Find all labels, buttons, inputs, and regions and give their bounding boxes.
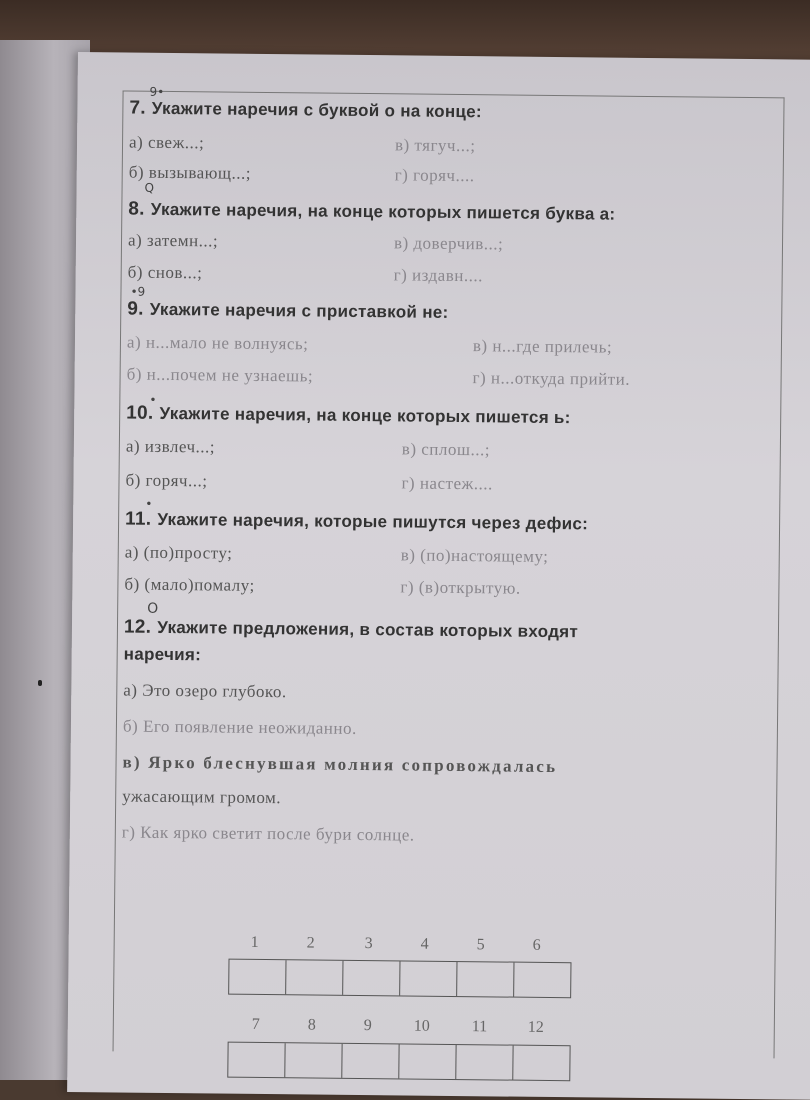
answer-cell[interactable]: [343, 961, 400, 996]
option-b: б) горяч...;: [125, 470, 208, 491]
question-10: [126, 403, 571, 430]
option-b: б) снов...;: [127, 262, 203, 283]
option-g: г) издавн....: [393, 265, 483, 286]
grid-number: 12: [527, 1018, 544, 1036]
answer-cell[interactable]: [513, 1046, 569, 1081]
question-number: 9.: [127, 298, 144, 320]
option-b: б) Его появление неожиданно.: [122, 716, 357, 738]
workbook-page: [67, 52, 810, 1100]
option-v: в) тягуч...;: [394, 135, 476, 156]
question-number: 10.: [126, 402, 154, 424]
option-a: а) свеж...;: [128, 132, 205, 153]
question-text: Укажите наречия с буквой о на конце:: [151, 98, 483, 122]
grid-number: 11: [471, 1018, 488, 1036]
option-b: б) вызывающ...;: [128, 162, 252, 183]
question-9: [127, 299, 448, 324]
grid-number: 9: [363, 1017, 372, 1035]
option-g: г) Как ярко светит после бури солнце.: [121, 822, 415, 845]
option-v: в) н...где прилечь;: [472, 336, 613, 357]
grid-number: 1: [250, 933, 259, 951]
question-text: Укажите наречия, на конце которых пишется ь:: [159, 403, 571, 428]
option-v: в) сплош...;: [401, 439, 491, 460]
option-a: а) Это озеро глубоко.: [123, 680, 287, 702]
grid-number: 2: [306, 934, 315, 952]
answer-cell[interactable]: [457, 962, 514, 997]
question-text: Укажите наречия с приставкой не:: [149, 299, 449, 322]
answer-cell[interactable]: [456, 1045, 513, 1080]
answer-cell[interactable]: [285, 1043, 342, 1078]
binding-mark: [38, 680, 42, 686]
question-text: Укажите предложения, в состав которых входят: [157, 617, 579, 642]
pencil-mark-10: •: [149, 392, 157, 407]
question-12-line2: наречия:: [123, 644, 202, 665]
pencil-mark-12: O: [147, 600, 159, 617]
answer-cell[interactable]: [286, 960, 343, 995]
grid-number: 7: [251, 1015, 260, 1033]
question-number: 7.: [129, 97, 146, 119]
grid-number: 4: [420, 935, 429, 953]
option-a: а) затемн...;: [127, 230, 219, 251]
answer-cell[interactable]: [342, 1044, 399, 1079]
pencil-mark-11: •: [145, 496, 153, 511]
pencil-mark-9: •9: [130, 284, 146, 299]
answer-grid-row2: [227, 1042, 570, 1082]
option-g: г) н...откуда прийти.: [472, 368, 631, 389]
question-text: Укажите наречия, на конце которых пишется буква а:: [150, 199, 616, 224]
option-g: г) горяч....: [394, 165, 475, 186]
answer-cell[interactable]: [229, 960, 286, 995]
question-text: Укажите наречия, которые пишутся через дефис:: [157, 509, 589, 534]
option-a: а) н...мало не волнуясь;: [126, 332, 309, 354]
question-number: 8.: [128, 198, 145, 220]
answer-cell[interactable]: [228, 1043, 285, 1078]
grid-number: 8: [307, 1016, 316, 1034]
option-v: в) (по)настоящему;: [400, 545, 549, 566]
question-number: 11.: [125, 508, 152, 530]
pencil-mark-7: 9•: [149, 84, 165, 99]
question-7: [129, 98, 482, 124]
option-v: в) доверчив...;: [393, 233, 504, 254]
answer-cell[interactable]: [514, 963, 570, 998]
grid-number: 5: [476, 936, 485, 954]
pencil-mark-8: Q: [144, 180, 155, 195]
option-v-line2: ужасающим громом.: [122, 786, 282, 808]
option-g: г) настеж....: [401, 473, 493, 494]
question-number: 12.: [123, 616, 152, 638]
answer-cell[interactable]: [400, 961, 457, 996]
grid-number: 3: [364, 935, 373, 953]
option-a: а) (по)просту;: [124, 542, 233, 563]
option-b: б) (мало)помалу;: [124, 574, 255, 595]
answer-cell[interactable]: [399, 1044, 456, 1079]
answer-grid-row1: [228, 959, 571, 999]
option-g: г) (в)открытую.: [400, 577, 521, 598]
option-b: б) н...почем не узнаешь;: [126, 364, 314, 386]
option-v: в) Ярко блеснувшая молния сопровождалась: [122, 752, 558, 777]
grid-number: 10: [413, 1017, 430, 1035]
grid-number: 6: [532, 936, 541, 954]
option-a: а) извлеч...;: [125, 436, 216, 457]
